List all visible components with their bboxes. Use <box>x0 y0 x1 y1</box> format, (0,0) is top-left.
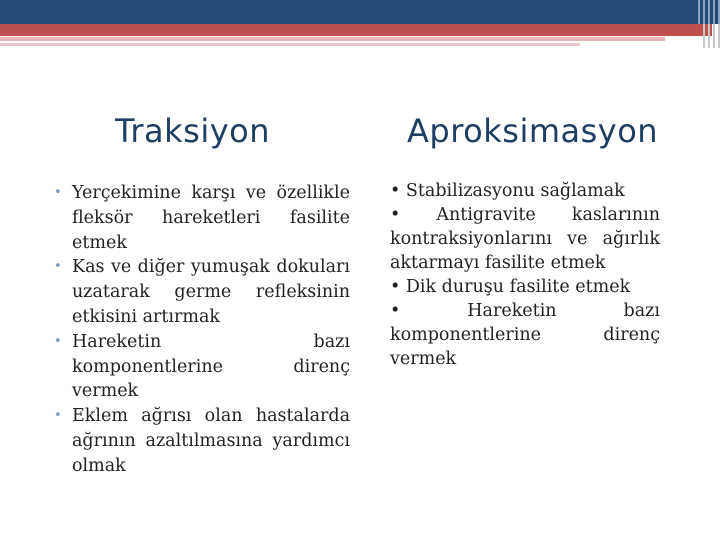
list-item: • Hareketin bazı komponentlerine direnç vermek <box>54 330 350 404</box>
list-item: • Kas ve diğer yumuşak dokuları uzatarak germe refleksinin etkisini artırmak <box>54 255 350 329</box>
list-item: • Dik duruşu fasilite etmek <box>390 277 631 297</box>
edge-stripes <box>700 24 720 48</box>
top-banner <box>0 0 720 24</box>
banner-stripes <box>690 0 720 24</box>
traksiyon-list <box>54 181 350 479</box>
accent-line-secondary <box>0 43 580 46</box>
list-item: • Stabilizasyonu sağlamak <box>390 181 625 201</box>
list-item: • Eklem ağrısı olan hastalarda ağrının azaltılmasına yardımcı olmak <box>54 404 350 478</box>
list-item: • Antigravite kaslarının kontraksiyonlarını ve ağırlık aktarmayı fasilite etmek <box>390 205 660 273</box>
list-item: • Yerçekimine karşı ve özellikle fleksör hareketleri fasilite etmek <box>54 181 350 255</box>
accent-line <box>0 37 665 41</box>
heading-traksiyon: Traksiyon <box>115 112 270 150</box>
list-item: • Hareketin bazı komponentlerine direnç vermek <box>390 301 660 369</box>
aproksimasyon-list <box>390 179 660 371</box>
heading-aproksimasyon: Aproksimasyon <box>407 112 659 150</box>
accent-bar <box>0 24 712 36</box>
